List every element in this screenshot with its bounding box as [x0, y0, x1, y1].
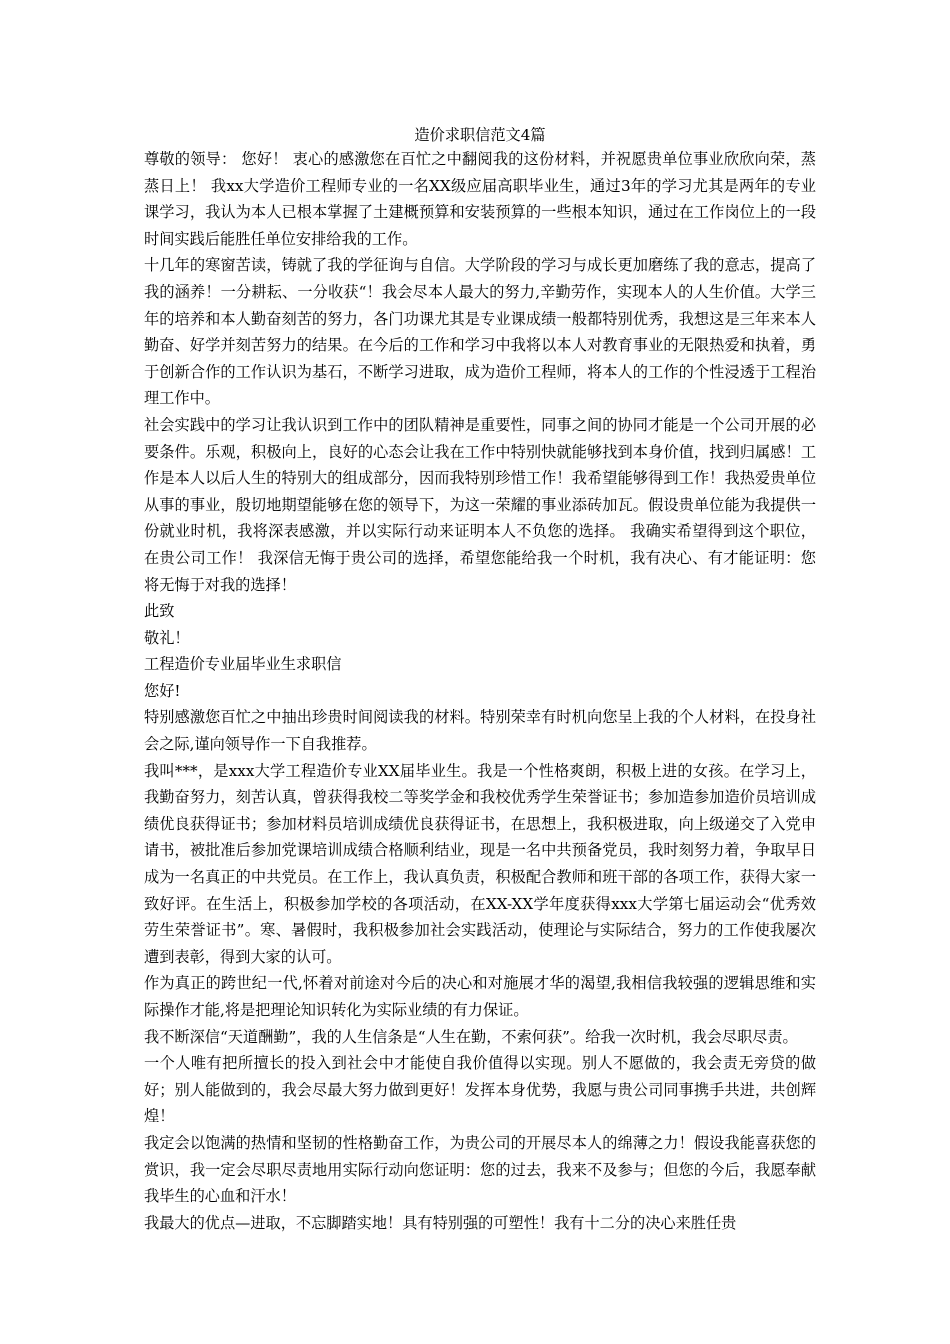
paragraph-strengths: 我最大的优点—进取，不忘脚踏实地！具有特别强的可塑性！我有十二分的决心来胜任贵 [144, 1213, 737, 1232]
paragraph-ambition: 作为真正的跨世纪一代,怀着对前途对今后的决心和对施展才华的渴望,我相信我较强的逻辑思维和实际操作才能,将是把理论知识转化为实际业绩的有力保证。 [144, 974, 816, 1019]
paragraph-self-value: 一个人唯有把所擅长的投入到社会中才能使自我价值得以实现。别人不愿做的，我会责无旁贷的做好；别人能做到的，我会尽最大努力做到更好！发挥本身优势，我愿与贵公司同事携手共进，共创辉煌！ [144, 1054, 816, 1126]
paragraph-closing-salute: 此致 [144, 602, 175, 621]
paragraph-thanks: 特别感激您百忙之中抽出珍贵时间阅读我的材料。特别荣幸有时机向您呈上我的个人材料，在投身社会之际,谨向领导作一下自我推荐。 [144, 708, 816, 754]
paragraph-motto: 我不断深信“天道酬勤”，我的人生信条是“人生在勤，不索何获”。给我一次时机，我会尽职尽责。 [144, 1027, 798, 1046]
paragraph-social-practice: 社会实践中的学习让我认识到工作中的团队精神是重要性，同事之间的协同才能是一个公司开展的必要条件。乐观，积极向上，良好的心态会让我在工作中特别快就能够找到本身价值，找到归属感！工作是本人以后人生的特别大的组成部分，因而我特别珍惜工作！我希望能够得到工作！我热爱贵单位从事的事业，殷切地期望能够在您的领导下，为这一荣耀的事业添砖加瓦。假设贵单位能为我提供一份就业时机，我将深表感激，并以实际行动来证明本人不负您的选择。 我确实希望得到这个职位，在贵公司工作！ 我深信无悔于贵公司的选择，希望您能给我一个时机，我有决心、有才能证明：您将无悔于对我的选择！ [144, 415, 816, 594]
document-title: 造价求职信范文4篇 [414, 126, 546, 144]
paragraph-study-experience: 十几年的寒窗苦读，铸就了我的学征询与自信。大学阶段的学习与成长更加磨练了我的意志，提高了我的涵养！一分耕耘、一分收获“！我会尽本人最大的努力,辛勤劳作，实现本人的人生价值。大学三年的培养和本人勤奋刻苦的努力，各门功课尤其是专业课成绩一般都特别优秀，我想这是三年来本人勤奋、好学并刻苦努力的结果。在今后的工作和学习中我将以本人对教育事业的无限热爱和执着，勇于创新合作的工作认识为基石，不断学习进取，成为造价工程师，将本人的工作的个性浸透于工程治理工作中。 [144, 256, 816, 408]
section-heading-second-letter: 工程造价专业届毕业生求职信 [144, 655, 342, 674]
paragraph-hello: 您好! [144, 681, 181, 700]
paragraph-regards: 敬礼！ [144, 628, 190, 647]
document-page [144, 124, 816, 1236]
paragraph-commitment: 我定会以饱满的热情和坚韧的性格勤奋工作，为贵公司的开展尽本人的绵薄之力！假设我能喜获您的赏识，我一定会尽职尽责地用实际行动向您证明：您的过去，我来不及参与；但您的今后，我愿奉献我毕生的心血和汗水！ [144, 1133, 816, 1206]
paragraph-self-introduction: 我叫***，是xxx大学工程造价专业XX届毕业生。我是一个性格爽朗，积极上进的女孩。在学习上，我勤奋努力，刻苦认真，曾获得我校二等奖学金和我校优秀学生荣誉证书；参加造参加造价员培训成绩优良获得证书；参加材料员培训成绩优良获得证书，在思想上，我积极进取，向上级递交了入党申请书，被批准后参加党课培训成绩合格顺利结业，现是一名中共预备党员，我时刻努力着，争取早日成为一名真正的中共党员。在工作上，我认真负责，积极配合教师和班干部的各项工作，获得大家一致好评。在生活上，积极参加学校的各项活动，在XX-XX学年度获得xxx大学第七届运动会“优秀效劳生荣誉证书”。寒、暑假时，我积极参加社会实践活动，使理论与实际结合，努力的工作使我屡次遭到表彰，得到大家的认可。 [144, 761, 816, 966]
paragraph-greeting-intro: 尊敬的领导： 您好！ 衷心的感激您在百忙之中翻阅我的这份材料，并祝愿贵单位事业欣欣向荣，蒸蒸日上！ 我xx大学造价工程师专业的一名XX级应届高职毕业生，通过3年的学习尤其是两年的专业课学习，我认为本人已根本掌握了土建概预算和安装预算的一些根本知识，通过在工作岗位上的一段时间实践后能胜任单位安排给我的工作。 [144, 150, 816, 248]
